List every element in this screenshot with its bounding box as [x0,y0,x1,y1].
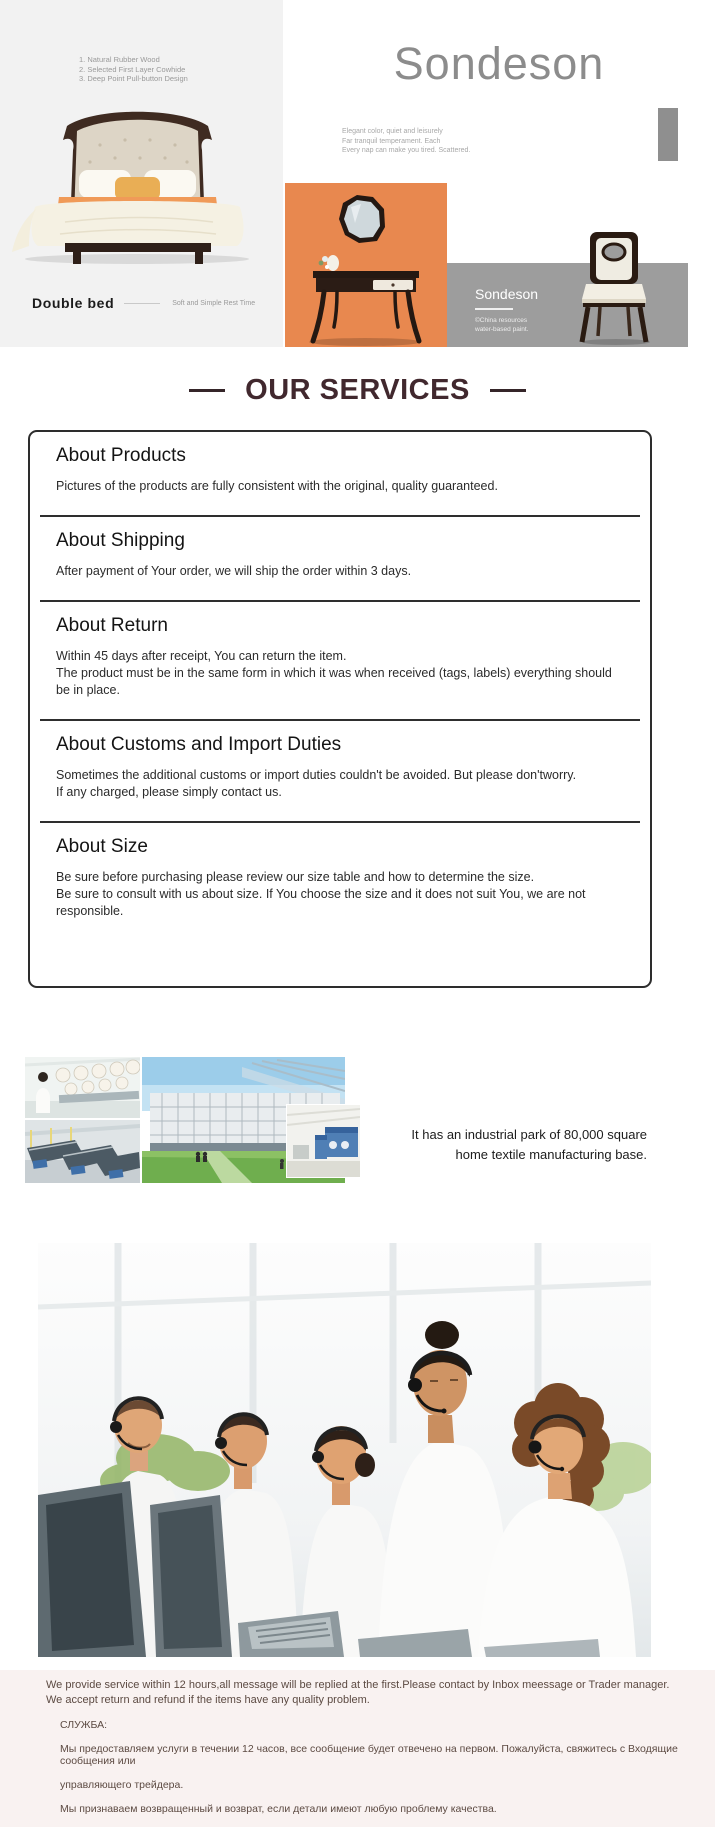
service-notes [0,1670,715,1827]
service-body-line: Pictures of the products are fully consistent with the original, quality guaranteed. [56,479,498,493]
weaving-looms-photo [25,1120,140,1183]
factory-photo-production-line [287,1105,360,1177]
brand-description-line: Every nap can make you tired. Scattered. [342,147,471,154]
factory-section [0,1055,715,1185]
service-body-line: Sometimes the additional customs or import duties couldn't be avoided. But please don'tworry. [56,768,577,782]
title-dash-left [189,389,225,392]
note-line-ru: Мы признаваем возвращенный и возврат, если детали имеют любую проблему качества. [60,1803,497,1815]
panel-caption-line: water-based paint. [475,325,529,333]
service-heading: About Size [56,836,148,857]
brand-description [342,127,470,156]
caption-divider [124,303,160,304]
service-body-line: The product must be in the same form in which it was when received (tags, labels) everything should be in place. [56,666,612,697]
service-section-products [30,432,650,515]
feature-item: 1. Natural Rubber Wood [79,55,160,64]
service-heading: About Customs and Import Duties [56,734,342,755]
chair-photo [572,228,656,346]
bed-photo [5,110,270,265]
factory-caption-line: It has an industrial park of 80,000 square [411,1127,647,1142]
panel-brand-underline [475,308,513,310]
service-body-line: If any charged, please simply contact us. [56,785,282,799]
bed-panel [0,0,283,347]
factory-photo-textile-machines [25,1057,140,1118]
services-title-row [0,374,715,407]
service-section-customs [30,721,650,821]
brand-description-line: Far tranquil temperament. Each [342,137,441,145]
call-center-photo [38,1243,651,1657]
services-box [28,430,652,988]
factory-caption [411,1125,647,1164]
service-body-line: Be sure before purchasing please review our size table and how to determine the size. [56,870,535,884]
feature-item: 2. Selected First Layer Cowhide [79,64,186,74]
bed-feature-list [79,55,188,84]
service-body-line: Within 45 days after receipt, You can return the item. [56,649,347,663]
textile-machines-photo [25,1057,140,1118]
service-section-shipping [30,517,650,600]
factory-photo-weaving-looms [25,1120,140,1183]
vanity-table-photo [285,183,447,347]
note-line-en: We accept return and refund if the items have any quality problem. [46,1694,370,1706]
service-section-size [30,823,650,940]
production-line-photo [287,1105,360,1177]
vanity-panel [285,183,447,347]
service-heading: About Return [56,615,168,636]
note-line-ru: управляющего трейдера. [60,1779,184,1791]
panel-caption-line: ©China resources [475,317,528,324]
product-tagline: Soft and Simple Rest Time [172,299,256,307]
brand-description-line: Elegant color, quiet and leisurely [342,128,443,135]
note-line-ru: Мы предоставляем услуги в течении 12 часов, все сообщение будет отвечено на первом. Пожалуйста, свяжитесь с Входящие сообщения или [60,1743,678,1767]
panel-brand-label: Sondeson [475,286,539,302]
customer-service-team-photo [38,1243,651,1657]
title-dash-right [490,389,526,392]
service-section-return [30,602,650,719]
decor-gray-block [658,108,678,161]
service-heading: About Shipping [56,530,185,551]
note-line-en: We provide service within 12 hours,all message will be replied at the first.Please contact by Inbox meessage or Trader manager. [46,1679,670,1691]
services-title: OUR SERVICES [245,374,470,406]
service-body-line: After payment of Your order, we will ship the order within 3 days. [56,564,412,578]
bed-caption-row [32,295,272,311]
brand-title: Sondeson [393,38,605,89]
note-label-ru: СЛУЖБА: [60,1719,108,1731]
feature-item: 3. Deep Point Pull-button Design [79,74,188,83]
panel-caption [475,317,528,334]
hero-collage [0,0,715,347]
product-name: Double bed [32,295,115,311]
factory-caption-line: home textile manufacturing base. [455,1146,647,1162]
service-heading: About Products [56,445,186,466]
service-body-line: Be sure to consult with us about size. If You choose the size and it does not suit You, we are not responsible. [56,887,586,918]
